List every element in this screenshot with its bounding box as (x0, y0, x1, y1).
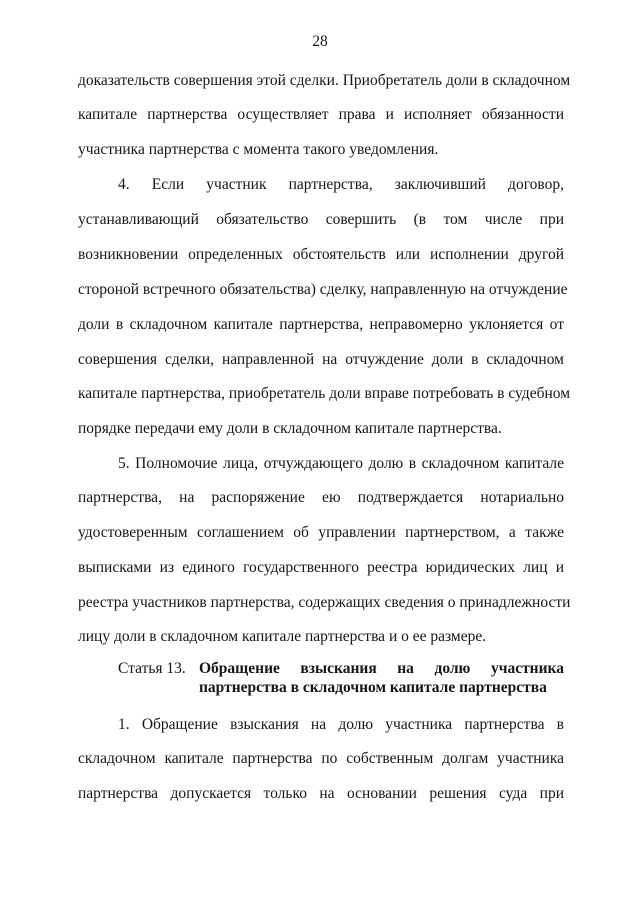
text-line: партнерства, на распоряжение ею подтверждается нотариально (78, 489, 564, 506)
text-line: выписками из единого государственного реестра юридических лиц и (78, 559, 564, 576)
text-line: возникновении определенных обстоятельств или исполнении другой (78, 246, 564, 263)
text-line: порядке передачи ему доли в складочном капитале партнерства. (78, 420, 502, 437)
text-line: совершения сделки, направленной на отчуждение доли в складочном (78, 351, 564, 368)
text-line: лицу доли в складочном капитале партнерства и о ее размере. (78, 628, 487, 645)
text-line: доказательств совершения этой сделки. Приобретатель доли в складочном (78, 72, 571, 89)
article-label: Статья 13. (118, 660, 186, 677)
text-line: 4. Если участник партнерства, заключивший договор, (118, 176, 564, 193)
page-number: 28 (312, 33, 328, 50)
text-line: складочном капитале партнерства по собственным долгам участника (78, 750, 564, 767)
text-line: устанавливающий обязательство совершить (в том числе при (78, 211, 564, 228)
text-line: 5. Полномочие лица, отчуждающего долю в складочном капитале (118, 455, 564, 472)
text-line: партнерства допускается только на основании решения суда при (78, 785, 564, 802)
text-line: 1. Обращение взыскания на долю участника партнерства в (118, 716, 564, 733)
article-title: Обращение взыскания на долю участника (199, 660, 564, 677)
text-line: стороной встречного обязательства) сделку, направленную на отчуждение (78, 281, 568, 298)
text-line: реестра участников партнерства, содержащих сведения о принадлежности (78, 594, 571, 611)
text-line: капитале партнерства, приобретатель доли вправе потребовать в судебном (78, 385, 571, 402)
text-line: участника партнерства с момента такого уведомления. (78, 141, 439, 158)
text-line: доли в складочном капитале партнерства, неправомерно уклоняется от (78, 316, 564, 333)
article-title-continued: партнерства в складочном капитале партнерства (199, 679, 547, 696)
text-line: удостоверенным соглашением об управлении партнерством, а также (78, 524, 564, 541)
text-line: капитале партнерства осуществляет права и исполняет обязанности (78, 106, 564, 123)
